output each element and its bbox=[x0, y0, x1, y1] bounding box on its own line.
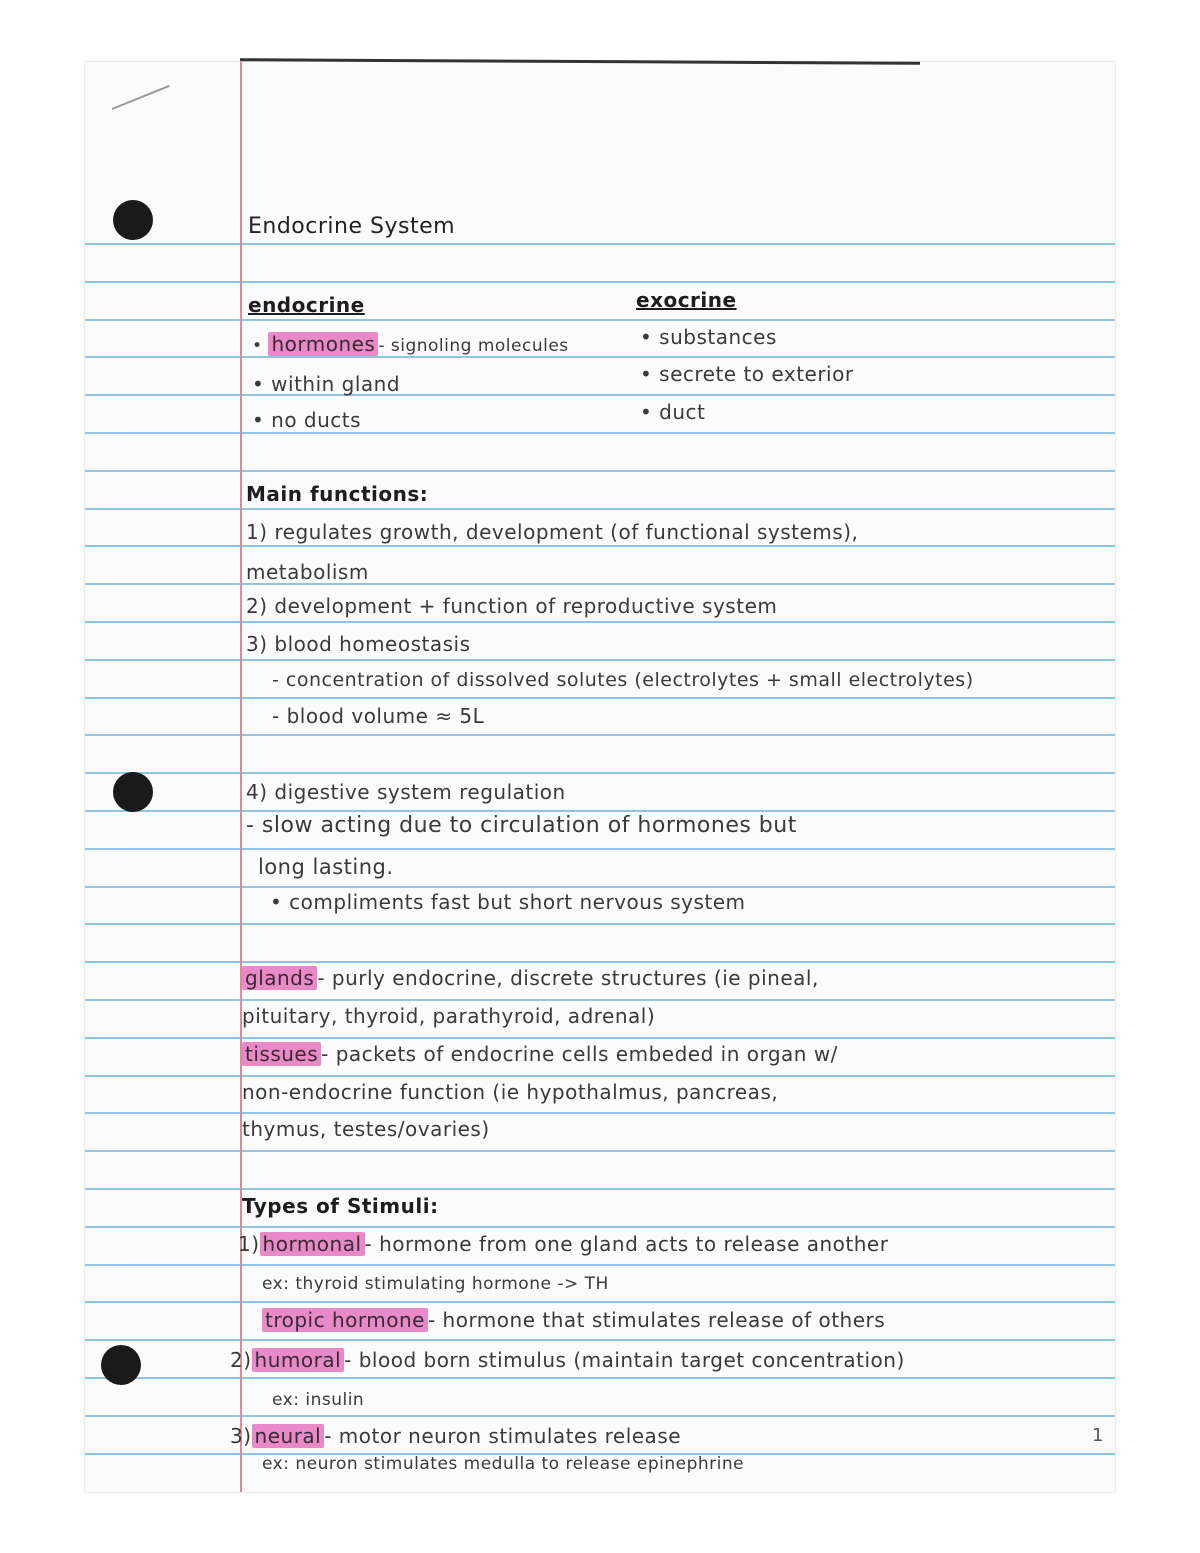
function-subline: - blood volume ≈ 5L bbox=[272, 704, 485, 728]
exocrine-bullet: • secrete to exterior bbox=[640, 362, 854, 386]
function-line: 4) digestive system regulation bbox=[246, 780, 566, 804]
stimulus-example: ex: thyroid stimulating hormone -> TH bbox=[262, 1274, 609, 1294]
highlight-neural: neural bbox=[252, 1424, 325, 1448]
item-number: 2) bbox=[230, 1348, 252, 1372]
tissues-text: - packets of endocrine cells embeded in organ w/ bbox=[321, 1042, 838, 1066]
binder-hole bbox=[113, 200, 153, 240]
tissues-line: thymus, testes/ovaries) bbox=[242, 1117, 490, 1141]
tropic-hormone-line bbox=[262, 1308, 885, 1332]
function-subline: - concentration of dissolved solutes (electrolytes + small electrolytes) bbox=[272, 669, 974, 691]
glands-line: pituitary, thyroid, parathyroid, adrenal) bbox=[242, 1004, 656, 1028]
stimuli-heading: Types of Stimuli: bbox=[242, 1194, 439, 1218]
margin-line bbox=[240, 62, 242, 1492]
page-number: 1 bbox=[1092, 1425, 1104, 1446]
tropic-text: - hormone that stimulates release of others bbox=[427, 1308, 886, 1332]
exocrine-heading: exocrine bbox=[636, 288, 737, 312]
note-line: - slow acting due to circulation of hormones but bbox=[246, 813, 797, 838]
stimulus-hormonal bbox=[238, 1232, 888, 1256]
stimulus-example: ex: insulin bbox=[272, 1390, 365, 1410]
item-number: 1) bbox=[238, 1232, 260, 1256]
stimulus-text: - blood born stimulus (maintain target concentration) bbox=[344, 1348, 905, 1372]
stimulus-text: - motor neuron stimulates release bbox=[324, 1424, 682, 1448]
glands-line bbox=[242, 966, 819, 990]
endocrine-heading: endocrine bbox=[248, 293, 365, 317]
item-number: 3) bbox=[230, 1424, 252, 1448]
endocrine-bullet: • no ducts bbox=[252, 408, 362, 432]
exocrine-bullet: • duct bbox=[640, 400, 706, 424]
stimulus-neural bbox=[230, 1424, 681, 1448]
stimulus-humoral bbox=[230, 1348, 905, 1372]
binder-hole bbox=[101, 1345, 141, 1385]
stimulus-text: - hormone from one gland acts to release another bbox=[364, 1232, 889, 1256]
main-functions-heading: Main functions: bbox=[246, 482, 429, 506]
endocrine-bullet: • within gland bbox=[252, 372, 401, 396]
function-line: 1) regulates growth, development (of functional systems), bbox=[246, 520, 859, 544]
binder-hole bbox=[113, 772, 153, 812]
stimulus-example: ex: neuron stimulates medulla to release epinephrine bbox=[262, 1454, 745, 1474]
function-line: 2) development + function of reproductive system bbox=[246, 594, 778, 618]
highlight-hormones: hormones bbox=[268, 332, 378, 356]
tissues-line: non-endocrine function (ie hypothalmus, pancreas, bbox=[242, 1080, 779, 1104]
bullet-text: - signoling molecules bbox=[378, 336, 569, 356]
endocrine-bullet: • hormones - signoling molecules bbox=[252, 332, 569, 356]
note-subline: • compliments fast but short nervous system bbox=[270, 890, 746, 914]
glands-text: - purly endocrine, discrete structures (ie pineal, bbox=[317, 966, 819, 990]
exocrine-bullet: • substances bbox=[640, 325, 777, 349]
highlight-hormonal: hormonal bbox=[260, 1232, 365, 1256]
highlight-humoral: humoral bbox=[252, 1348, 345, 1372]
function-line: metabolism bbox=[246, 560, 369, 584]
highlight-glands: glands bbox=[242, 966, 317, 990]
tissues-line bbox=[242, 1042, 838, 1066]
highlight-tissues: tissues bbox=[242, 1042, 321, 1066]
highlight-tropic-hormone: tropic hormone bbox=[262, 1308, 428, 1332]
function-line: 3) blood homeostasis bbox=[246, 632, 471, 656]
note-line: long lasting. bbox=[258, 855, 394, 879]
page-title: Endocrine System bbox=[248, 214, 456, 239]
